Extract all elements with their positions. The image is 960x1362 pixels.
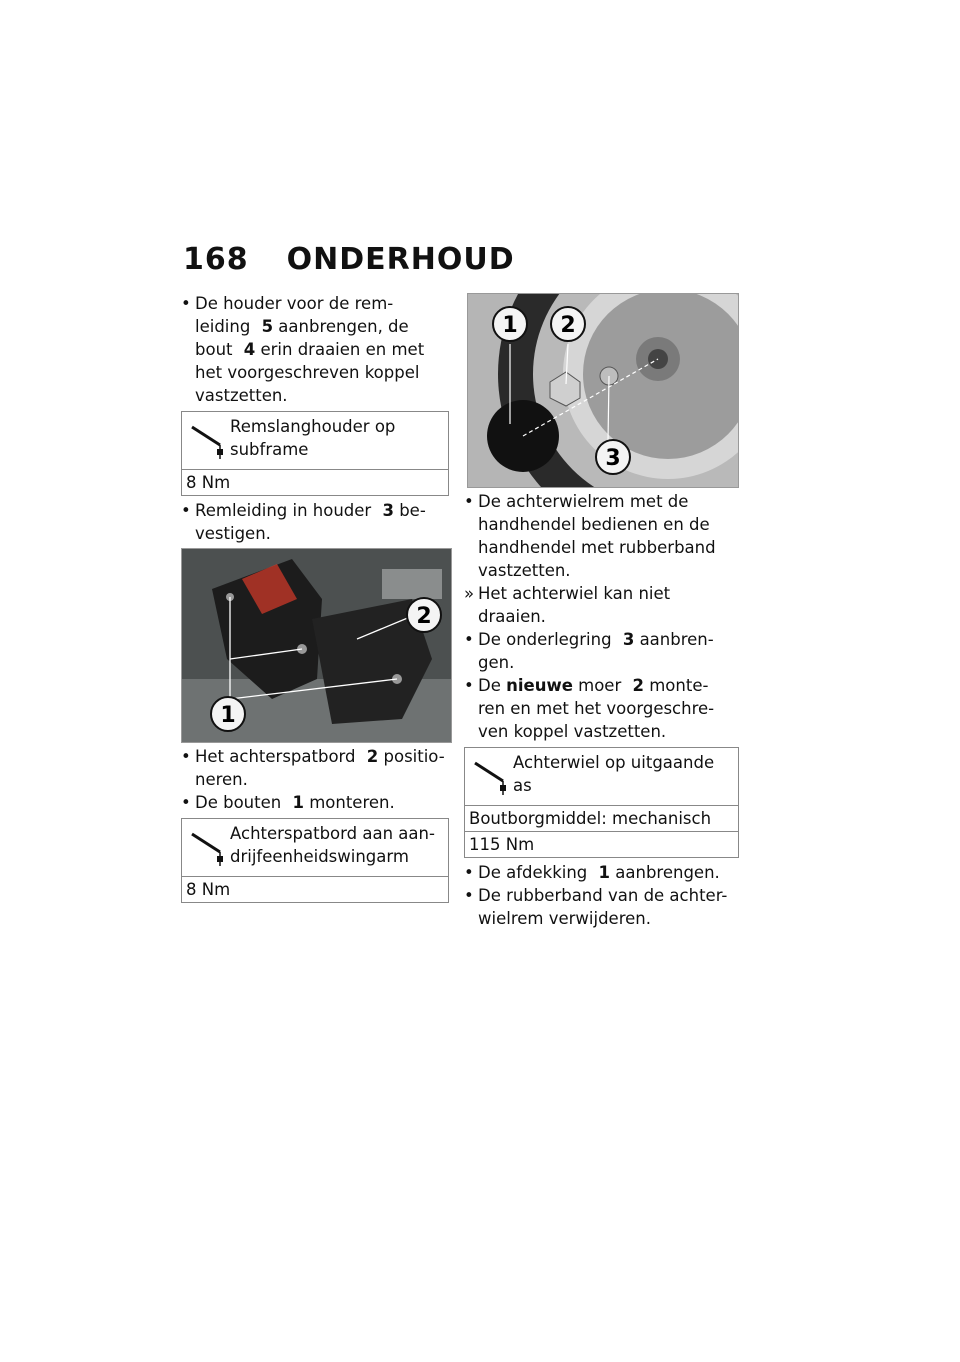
bullet-icon: • xyxy=(464,676,474,695)
list-item xyxy=(181,499,449,545)
page-number: 168 xyxy=(183,242,249,277)
step-text: De bouten xyxy=(195,793,282,812)
step-text: De xyxy=(478,676,501,695)
left-column xyxy=(181,292,449,545)
step-text: Het achterspatbord xyxy=(195,747,356,766)
list-item xyxy=(464,628,739,674)
callout-2: 2 xyxy=(560,313,576,338)
step-text: erin draaien en met het voorgeschreven koppel vastzetten. xyxy=(195,340,425,405)
step-text: aanbren- gen. xyxy=(478,630,714,672)
fender-photo xyxy=(181,548,452,743)
step-text: aanbrengen, de bout xyxy=(195,317,409,359)
bullet-icon: • xyxy=(464,863,474,882)
torque-spec-table xyxy=(181,411,449,496)
result-text: Het achterwiel kan niet draaien. xyxy=(478,584,671,626)
callout-2: 2 xyxy=(416,604,432,629)
rear-wheel-photo xyxy=(467,293,739,488)
step-text: aanbrengen. xyxy=(615,863,720,882)
bullet-icon: • xyxy=(181,294,191,313)
list-item xyxy=(464,884,739,930)
spec-title: Achterwiel op uitgaande as xyxy=(513,753,715,795)
list-item xyxy=(181,745,449,791)
bullet-icon: • xyxy=(181,747,191,766)
list-item xyxy=(181,791,449,814)
torque-wrench-icon xyxy=(188,822,230,868)
emphasis-text: nieuwe xyxy=(506,676,573,695)
left-column-lower xyxy=(181,745,449,906)
step-text: moer xyxy=(578,676,622,695)
part-number: 3 xyxy=(622,630,635,649)
callout-3: 3 xyxy=(605,446,621,471)
bullet-icon: • xyxy=(464,886,474,905)
list-item xyxy=(464,861,739,884)
torque-spec-table xyxy=(464,747,739,858)
part-number: 2 xyxy=(632,676,644,695)
spec-title: Achterspatbord aan aan- drijfeenheidswingarm xyxy=(230,824,435,866)
list-item xyxy=(181,292,449,407)
step-text: De afdekking xyxy=(478,863,588,882)
step-text: De achterwielrem met de handhendel bedienen en de handhendel met rubberband vastzetten. xyxy=(478,492,716,580)
list-item xyxy=(464,490,739,582)
part-number: 5 xyxy=(261,317,274,336)
result-arrow-icon: » xyxy=(464,584,475,603)
step-text: De onderlegring xyxy=(478,630,612,649)
right-column xyxy=(464,490,739,930)
step-text: be- vestigen. xyxy=(195,501,426,543)
list-item xyxy=(464,674,739,743)
page-header xyxy=(183,242,515,277)
spec-title: Remslanghouder op subframe xyxy=(230,417,396,459)
step-text: monte- ren en met het voorgeschre- ven koppel vastzetten. xyxy=(478,676,715,741)
callout-1: 1 xyxy=(220,703,236,728)
part-number: 4 xyxy=(243,340,256,359)
part-number: 1 xyxy=(598,863,611,882)
part-number: 1 xyxy=(292,793,304,812)
step-text: Remleiding in houder xyxy=(195,501,372,520)
section-title: ONDERHOUD xyxy=(286,242,515,277)
bullet-icon: • xyxy=(464,630,474,649)
locking-agent-value: Boutborgmiddel: mechanisch xyxy=(465,805,738,831)
torque-wrench-icon xyxy=(188,415,230,461)
bullet-icon: • xyxy=(181,501,191,520)
spec-header xyxy=(465,748,738,805)
torque-value: 8 Nm xyxy=(182,469,448,495)
bullet-icon: • xyxy=(464,492,474,511)
step-text: monteren. xyxy=(309,793,395,812)
torque-value: 8 Nm xyxy=(182,876,448,902)
part-number: 2 xyxy=(366,747,379,766)
step-text: De houder voor de rem- leiding xyxy=(195,294,394,336)
step-text: De rubberband van de achter- wielrem verwijderen. xyxy=(478,886,728,928)
bullet-icon: • xyxy=(181,793,191,812)
result-item xyxy=(464,582,739,628)
step-text: positio- neren. xyxy=(195,747,445,789)
torque-spec-table xyxy=(181,818,449,903)
part-number: 3 xyxy=(382,501,394,520)
spec-header xyxy=(182,412,448,469)
callout-1: 1 xyxy=(502,313,518,338)
torque-value: 115 Nm xyxy=(465,831,738,857)
spec-header xyxy=(182,819,448,876)
torque-wrench-icon xyxy=(471,751,513,797)
